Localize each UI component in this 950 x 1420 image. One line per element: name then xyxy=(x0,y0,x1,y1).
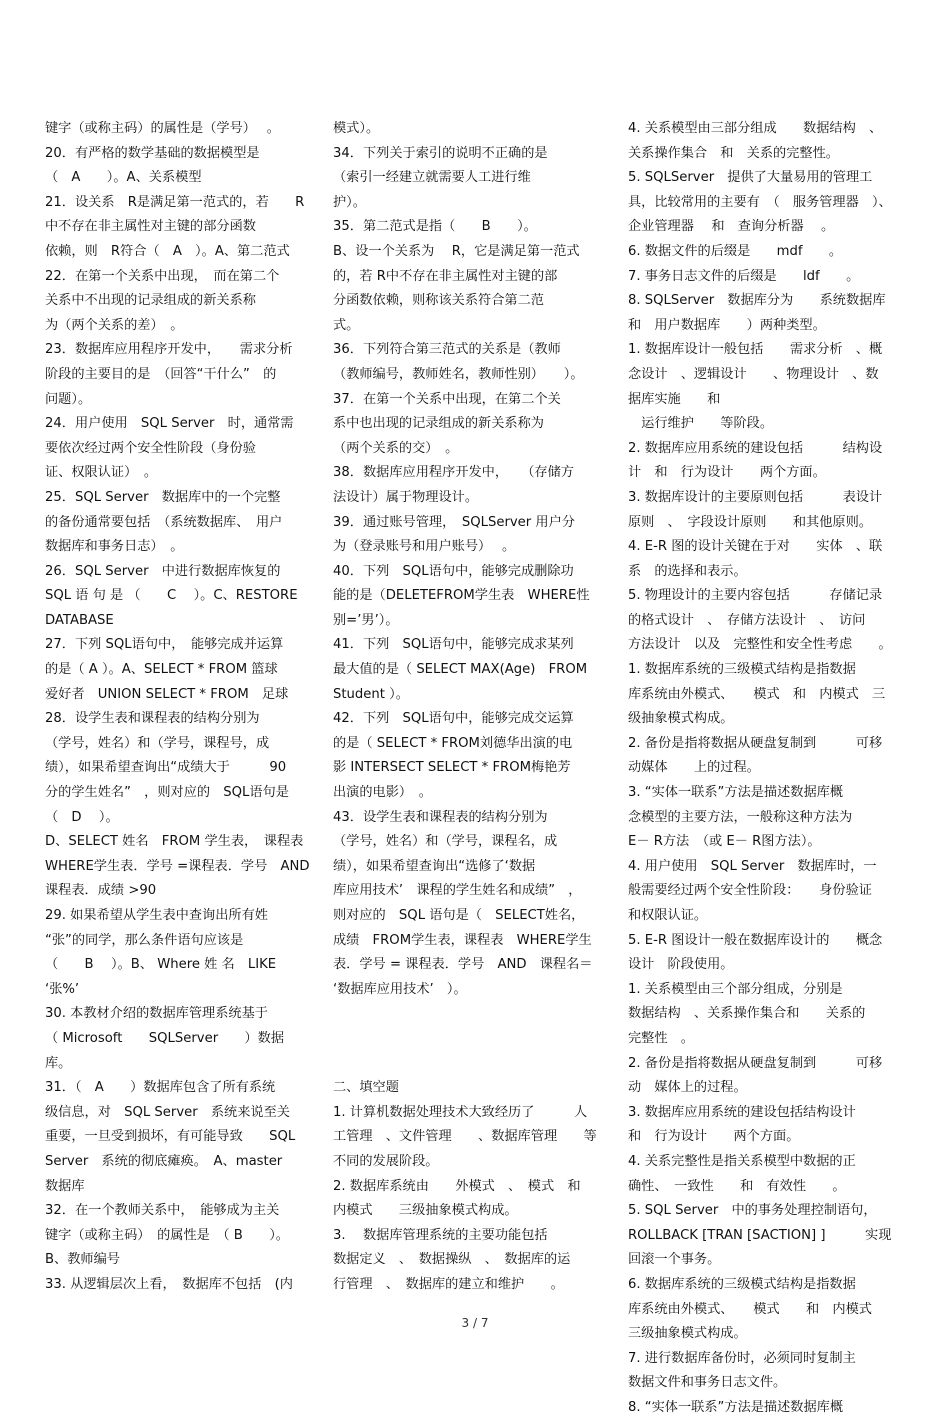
text-line: （ B ）。B、 Where 姓 名 LIKE xyxy=(45,957,277,973)
text-line: 问题）。 xyxy=(45,391,92,407)
text-line: 式。 xyxy=(333,317,360,333)
text-line: （教师编号，教师姓名，教师性别） ）。 xyxy=(333,366,584,382)
text-line: 6. 数据库系统的三级模式结构是指数据 xyxy=(628,1276,856,1292)
text-line: 能的是（DELETEFROM学生表 WHERE性 xyxy=(333,588,590,604)
text-line: （索引一经建立就需要人工进行维 xyxy=(333,170,531,186)
text-line: 不同的发展阶段。 xyxy=(333,1153,439,1169)
text-line: 最大值的是（ SELECT MAX(Age) FROM xyxy=(333,662,588,678)
text-line: 据库实施 和 xyxy=(628,391,721,407)
page-number: 3 / 7 xyxy=(461,1316,489,1330)
text-line: 39．通过账号管理， SQLServer 用户分 xyxy=(333,514,575,530)
text-line: Server 系统的彻底瘫痪。 A、master xyxy=(45,1153,283,1169)
text-line: WHERE学生表．学号 =课程表．学号 AND xyxy=(45,858,310,874)
text-line: 5. E-R 图设计一般在数据库设计的 概念 xyxy=(628,932,883,948)
text-line: 原则 、 字段设计原则 和其他原则。 xyxy=(628,514,872,530)
text-line: 行管理 、 数据库的建立和维护 。 xyxy=(333,1276,564,1292)
text-line: 数据结构 、关系操作集合和 关系的 xyxy=(628,1006,866,1022)
text-line: 33. 从逻辑层次上看， 数据库不包括 (内 xyxy=(45,1276,293,1292)
text-line: 37．在第一个关系中出现，在第二个关 xyxy=(333,391,561,407)
text-line: 1. 数据库系统的三级模式结构是指数据 xyxy=(628,662,856,678)
text-line: 课程表．成绩 >90 xyxy=(45,883,157,899)
text-line: 40．下列 SQL语句中，能够完成删除功 xyxy=(333,563,574,579)
text-line: 29. 如果希望从学生表中查询出所有姓 xyxy=(45,908,268,923)
text-line: 般需要经过两个安全性阶段： 身份验证 xyxy=(628,883,872,899)
text-line: 和 行为设计 两个方面。 xyxy=(628,1129,800,1145)
column-left xyxy=(45,117,310,1298)
text-line: 二、填空题 xyxy=(333,1080,399,1096)
text-line: （两个关系的交） 。 xyxy=(333,440,459,456)
text-line: （学号，姓名）和（学号，课程号，成 xyxy=(45,735,270,751)
text-line: 3. 数据库设计的主要原则包括 表设计 xyxy=(628,489,883,505)
text-line: 系 的选择和表示。 xyxy=(628,563,747,579)
text-line: 数据库 xyxy=(45,1178,85,1194)
text-line: 依赖，则 R符合（ A ）。A、第二范式 xyxy=(45,243,290,259)
text-line: 绩），如果希望查询出“成绩大于 90 xyxy=(45,760,287,776)
text-line: 数据文件和事务日志文件。 xyxy=(628,1375,787,1391)
text-line: 6. 数据文件的后缀是 mdf 。 xyxy=(628,243,843,259)
text-line: 7. 事务日志文件的后缀是 ldf 。 xyxy=(628,268,860,284)
text-line: 3. “实体一联系”方法是描述数据库概 xyxy=(628,785,844,801)
text-line: 的备份通常要包括 （系统数据库、 用户 xyxy=(45,514,283,530)
text-line: 38．数据库应用程序开发中， （存储方 xyxy=(333,465,574,481)
text-line: 3. 数据库管理系统的主要功能包括 xyxy=(333,1227,574,1243)
text-line: 设计 阶段使用。 xyxy=(628,957,734,973)
text-line xyxy=(333,1002,601,1027)
text-line: 方法设计 以及 完整性和安全性考虑 。 xyxy=(628,637,892,653)
text-line: ‘数据库应用技术’ ）。 xyxy=(333,981,467,997)
text-line: 内模式 三级抽象模式构成。 xyxy=(333,1203,518,1219)
text-line: 系中也出现的记录组成的新关系称为 xyxy=(333,416,544,432)
text-line: 28．设学生表和课程表的结构分别为 xyxy=(45,711,260,727)
text-line: （ Microsoft SQLServer ）数据库。 xyxy=(45,1030,285,1071)
text-line: 3. 数据库应用系统的建设包括结构设计 xyxy=(628,1104,856,1120)
text-line: 键字（或称主码）的属性是（学号） 。 xyxy=(45,121,280,136)
text-line: “张”的同学，那么条件语句应该是 xyxy=(45,932,244,948)
text-line: 2. 数据库系统由 外模式 、 模式 和 xyxy=(333,1178,581,1194)
text-line: 表．学号 = 课程表．学号 AND 课程名＝ xyxy=(333,957,593,973)
text-line: 级抽象模式构成。 xyxy=(628,711,734,727)
text-line: SQL 语 句 是 （ C ）。C、RESTORE xyxy=(45,588,298,604)
text-line: 36．下列符合第三范式的关系是（教师 xyxy=(333,342,561,358)
text-line: 23．数据库应用程序开发中， 需求分析 xyxy=(45,342,293,358)
text-line: 26．SQL Server 中进行数据库恢复的 xyxy=(45,563,281,579)
text-line: 22．在第一个关系中出现， 而在第二个 xyxy=(45,268,280,284)
text-line: 模式）。 xyxy=(333,121,380,136)
text-line: 25．SQL Server 数据库中的一个完整 xyxy=(45,489,281,505)
text-line: （ A ）。A、关系模型 xyxy=(45,170,202,186)
text-line: 成绩 FROM学生表，课程表 WHERE学生 xyxy=(333,932,592,948)
text-line: 数据定义 、 数据操纵 、 数据库的运 xyxy=(333,1252,571,1268)
text-line: 为（两个关系的差） 。 xyxy=(45,317,184,333)
text-line: 确性、 一致性 和 有效性 。 xyxy=(628,1178,846,1194)
text-line: 念模型的主要方法，一般称这种方法为 xyxy=(628,809,879,825)
text-line: 动媒体 上的过程。 xyxy=(628,760,760,776)
text-line: Student ）。 xyxy=(333,686,409,702)
text-line: 42．下列 SQL语句中，能够完成交运算 xyxy=(333,711,574,727)
text-line: 27．下列 SQL语句中， 能够完成并运算 xyxy=(45,637,284,653)
text-line: 键字（或称主码） 的属性是 （ B ）。 xyxy=(45,1227,289,1243)
text-line: 护）。 xyxy=(333,194,366,210)
text-line: 和权限认证。 xyxy=(628,908,708,923)
text-line: 2. 备份是指将数据从硬盘复制到 可移 xyxy=(628,735,883,751)
text-line: 运行维护 等阶段。 xyxy=(628,416,774,432)
text-line: 则对应的 SQL 语句是（ SELECT姓名， xyxy=(333,908,585,923)
text-line: 7. 进行数据库备份时，必须同时复制主 xyxy=(628,1350,856,1366)
text-line: 法设计）属于物理设计。 xyxy=(333,489,479,505)
text-line: 影 INTERSECT SELECT * FROM梅艳芳 xyxy=(333,760,571,776)
text-line: 41．下列 SQL语句中，能够完成求某列 xyxy=(333,637,574,653)
text-line: E－ R方法 （或 E－ R图方法）。 xyxy=(628,834,821,850)
text-line: 4. 关系模型由三部分组成 数据结构 、 xyxy=(628,121,883,136)
text-line: D、SELECT 姓名 FROM 学生表， 课程表 xyxy=(45,834,304,850)
text-line: 24．用户使用 SQL Server 时，通常需 xyxy=(45,416,294,432)
text-line: （ D ）。 xyxy=(45,809,119,825)
text-line xyxy=(333,1052,601,1077)
text-line: 完整性 。 xyxy=(628,1030,694,1046)
text-line: 念设计 、逻辑设计 、物理设计 、数 xyxy=(628,366,879,382)
text-line: 分函数依赖，则称该关系符合第二范 xyxy=(333,293,544,309)
text-line: 4. 用户使用 SQL Server 数据库时，一 xyxy=(628,858,877,874)
text-line: 4. 关系完整性是指关系模型中数据的正 xyxy=(628,1153,856,1169)
text-line: 别=’男’）。 xyxy=(333,612,399,628)
text-line: 阶段的主要目的是 （回答“干什么” 的 xyxy=(45,366,277,382)
text-line: 的，若 R中不存在非主属性对主键的部 xyxy=(333,268,558,284)
text-line: 5. SQLServer 提供了大量易用的管理工 xyxy=(628,170,873,186)
text-line: 中不存在非主属性对主键的部分函数 xyxy=(45,219,256,235)
text-line: 三级抽象模式构成。 xyxy=(628,1326,747,1342)
text-line: 1. 数据库设计一般包括 需求分析 、概 xyxy=(628,342,883,358)
text-line: 数据库和事务日志） 。 xyxy=(45,539,184,555)
text-line: 的格式设计 、 存储方法设计 、 访问 xyxy=(628,612,866,628)
text-line: ‘张%’ xyxy=(45,981,80,997)
text-line: 出演的电影） 。 xyxy=(333,785,432,801)
text-line: （学号，姓名）和（学号，课程名，成 xyxy=(333,834,558,850)
text-line: ROLLBACK [TRAN [SACTION] ] 实现 xyxy=(628,1227,892,1243)
text-line: 34．下列关于索引的说明不正确的是 xyxy=(333,145,548,161)
text-line: 工管理 、文件管理 、数据库管理 等 xyxy=(333,1129,597,1145)
text-line: 库应用技术’ 课程的学生姓名和成绩” ， xyxy=(333,883,582,899)
text-line: 21．设关系 R是满足第一范式的，若 R xyxy=(45,194,305,210)
text-line: 要依次经过两个安全性阶段（身份验 xyxy=(45,440,256,456)
text-line: 证、权限认证） 。 xyxy=(45,465,158,481)
text-line: DATABASE xyxy=(45,612,114,628)
column-right xyxy=(628,117,906,1420)
text-line: 关系操作集合 和 关系的完整性。 xyxy=(628,145,839,161)
text-line: 为（登录账号和用户账号） 。 xyxy=(333,539,516,555)
text-line: 的是（ A ）。A、SELECT * FROM 篮球 xyxy=(45,662,278,678)
text-line: 和 用户数据库 ）两种类型。 xyxy=(628,317,826,333)
text-line: 关系中不出现的记录组成的新关系称 xyxy=(45,293,256,309)
text-line: 20．有严格的数学基础的数据模型是 xyxy=(45,145,260,161)
text-line: B、教师编号 xyxy=(45,1252,120,1268)
text-line: 8. “实体一联系”方法是描述数据库概 xyxy=(628,1399,844,1415)
text-line xyxy=(333,1027,601,1052)
text-line: 计 和 行为设计 两个方面。 xyxy=(628,465,826,481)
text-line: 爱好者 UNION SELECT * FROM 足球 xyxy=(45,686,289,702)
text-line: 43．设学生表和课程表的结构分别为 xyxy=(333,809,548,825)
text-line: 5. 物理设计的主要内容包括 存储记录 xyxy=(628,588,883,604)
text-line: 1. 计算机数据处理技术大致经历了 人 xyxy=(333,1104,588,1120)
text-line: 企业管理器 和 查询分析器 。 xyxy=(628,219,835,235)
text-line: 4. E-R 图的设计关键在于对 实体 、联 xyxy=(628,539,883,555)
text-line: 的是（ SELECT * FROM刘德华出演的电 xyxy=(333,735,573,751)
text-line: 绩），如果希望查询出“选修了‘数据 xyxy=(333,858,536,874)
text-line: 库系统由外模式、 模式 和 内模式 xyxy=(628,1301,872,1317)
text-line: 分的学生姓名” ，则对应的 SQL语句是 xyxy=(45,785,289,801)
text-line: 重要，一旦受到损坏，有可能导致 SQL xyxy=(45,1129,296,1145)
text-line: 2. 数据库应用系统的建设包括 结构设 xyxy=(628,440,883,456)
text-line: 库系统由外模式、 模式 和 内模式 三 xyxy=(628,686,886,702)
column-middle xyxy=(333,117,601,1298)
text-line: 动 媒体上的过程。 xyxy=(628,1080,747,1096)
text-line: 1. 关系模型由三个部分组成，分别是 xyxy=(628,981,843,997)
text-line: 5. SQL Server 中的事务处理控制语句， xyxy=(628,1203,877,1219)
text-line: 8. SQLServer 数据库分为 系统数据库 xyxy=(628,293,886,309)
text-line: 32．在一个教师关系中， 能够成为主关 xyxy=(45,1203,280,1219)
text-line: 31．（ A ）数据库包含了所有系统 xyxy=(45,1080,276,1096)
text-line: 级信息，对 SQL Server 系统来说至关 xyxy=(45,1104,290,1120)
text-line: 35．第二范式是指（ B ）。 xyxy=(333,219,537,235)
text-line: 回滚一个事务。 xyxy=(628,1252,721,1268)
text-line: B、设一个关系为 R，它是满足第一范式 xyxy=(333,243,580,259)
text-line: 具，比较常用的主要有 （ 服务管理器 ）、 xyxy=(628,194,892,210)
text-line: 2. 备份是指将数据从硬盘复制到 可移 xyxy=(628,1055,883,1071)
text-line: 30. 本教材介绍的数据库管理系统基于 xyxy=(45,1006,268,1022)
